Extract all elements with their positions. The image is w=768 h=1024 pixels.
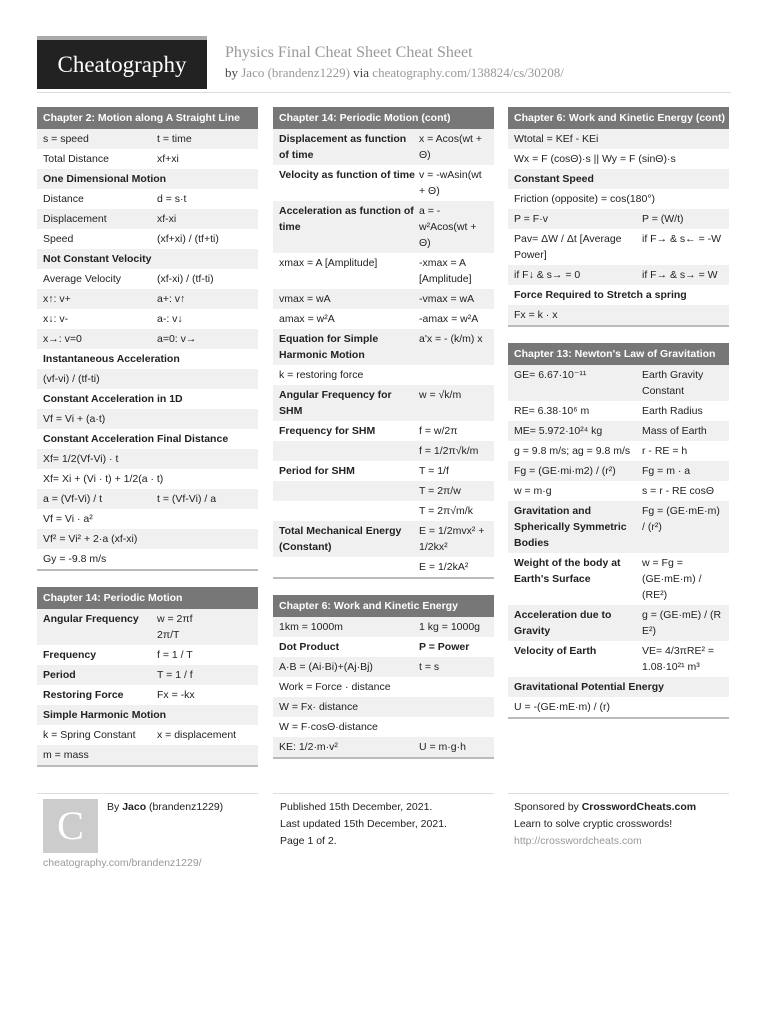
table-row (37, 549, 258, 569)
row-label: ME= 5.972·10²⁴ kg (514, 425, 603, 437)
row-label: Acceleration as function of time (279, 205, 414, 233)
table-row (273, 657, 494, 677)
table-row (508, 285, 729, 305)
row-label: Wx = F (cosΘ)·s || Wy = F (sinΘ)·s (514, 153, 676, 165)
footer-publish-info (280, 799, 447, 850)
row-value: Fg = (GE·mE·m) / (r²) (642, 505, 720, 533)
row-label: xmax = A [Amplitude] (279, 257, 378, 269)
table-row (508, 441, 729, 461)
row-label: x↑: v+ (43, 293, 71, 305)
footer-author-name[interactable]: Jaco (122, 801, 147, 813)
table-row (273, 677, 494, 697)
row-value: f = 1/2π√k/m (419, 445, 479, 457)
column-3 (508, 107, 729, 735)
table-row (37, 209, 258, 229)
row-label: W = Fx· distance (279, 701, 359, 713)
row-value: Fx = -kx (157, 689, 195, 701)
sheet-url[interactable]: cheatography.com/138824/cs/30208/ (372, 65, 564, 80)
table-row (273, 309, 494, 329)
table-row (273, 461, 494, 481)
row-label: Force Required to Stretch a spring (514, 289, 687, 301)
row-label: Instantaneous Acceleration (43, 353, 180, 365)
table-row (37, 609, 258, 645)
row-label: w = m·g (514, 485, 552, 497)
row-label: amax = w²A (279, 313, 335, 325)
row-label: 1km = 1000m (279, 621, 343, 633)
row-value: T = 1/f (419, 465, 449, 477)
row-label: Pav= ΔW / Δt [Average Power] (514, 233, 622, 261)
table-row (273, 737, 494, 757)
table-row (37, 229, 258, 249)
footer-divider-3 (508, 793, 729, 794)
sheet-title: Physics Final Cheat Sheet Cheat Sheet (225, 44, 473, 61)
row-label: Angular Frequency for SHM (279, 389, 392, 417)
row-label: Vf = Vi + (a·t) (43, 413, 106, 425)
footer-divider-1 (37, 793, 258, 794)
table-row (508, 553, 729, 605)
table-row (37, 449, 258, 469)
row-label: x↓: v- (43, 313, 69, 325)
via-label: via (353, 65, 370, 80)
updated-date: Last updated 15th December, 2021. (280, 818, 447, 830)
table-row (37, 725, 258, 745)
table-row (508, 401, 729, 421)
row-label: (vf-vi) / (tf-ti) (43, 373, 100, 385)
row-value: (xf-xi) / (tf-ti) (157, 273, 214, 285)
section-box (273, 595, 494, 759)
table-row (273, 165, 494, 201)
row-label: Gravitation and Spherically Symmetric Bodies (514, 505, 627, 549)
row-label: k = restoring force (279, 369, 364, 381)
sponsor-tagline: Learn to solve cryptic crosswords! (514, 818, 673, 830)
table-row (37, 489, 258, 509)
row-label: s = speed (43, 133, 89, 145)
table-row (37, 289, 258, 309)
row-value: w = √k/m (419, 389, 462, 401)
row-label: KE: 1/2·m·v² (279, 741, 338, 753)
table-row (37, 169, 258, 189)
section-box (508, 107, 729, 327)
page-number: Page 1 of 2. (280, 835, 337, 847)
row-label: Vf² = Vi² + 2·a (xf-xi) (43, 533, 138, 545)
row-label: Gravitational Potential Energy (514, 681, 664, 693)
table-row (37, 705, 258, 725)
table-row (508, 365, 729, 401)
row-label: Acceleration due to Gravity (514, 609, 612, 637)
row-value: s = r - RE cosΘ (642, 485, 715, 497)
table-row (273, 521, 494, 557)
table-row (508, 265, 729, 285)
table-row (508, 209, 729, 229)
table-row (508, 421, 729, 441)
row-value: a'x = - (k/m) x (419, 333, 483, 345)
table-row (37, 249, 258, 269)
table-row (273, 501, 494, 521)
row-label: Frequency (43, 649, 97, 661)
table-row (273, 421, 494, 441)
row-label: One Dimensional Motion (43, 173, 167, 185)
row-label: a = (Vf-Vi) / t (43, 493, 103, 505)
row-value: T = 2π/w (419, 485, 461, 497)
row-value: xf+xi (157, 153, 179, 165)
row-label: GE= 6.67·10⁻¹¹ (514, 369, 587, 381)
footer-divider-2 (273, 793, 494, 794)
row-value: E = 1/2kA² (419, 561, 469, 573)
table-row (273, 129, 494, 165)
table-row (273, 717, 494, 737)
row-label: Dot Product (279, 641, 340, 653)
row-label: g = 9.8 m/s; ag = 9.8 m/s (514, 445, 631, 457)
row-value: w = 2πf 2π/T (157, 613, 193, 641)
table-row (37, 389, 258, 409)
table-row (37, 745, 258, 765)
row-label: Friction (opposite) = cos(180°) (514, 193, 656, 205)
section-title: Chapter 13: Newton's Law of Gravitation (508, 343, 729, 365)
row-label: Constant Acceleration in 1D (43, 393, 183, 405)
table-row (37, 149, 258, 169)
table-row (37, 269, 258, 289)
table-row (508, 305, 729, 325)
table-row (37, 329, 258, 349)
table-row (273, 289, 494, 309)
section-box (37, 587, 258, 767)
row-label: Total Distance (43, 153, 109, 165)
row-label: A·B = (Ai·Bi)+(Aj·Bj) (279, 661, 373, 673)
row-value: U = m·g·h (419, 741, 466, 753)
row-label: Simple Harmonic Motion (43, 709, 167, 721)
table-row (37, 409, 258, 429)
row-label: RE= 6.38·10⁶ m (514, 405, 590, 417)
row-value: (xf+xi) / (tf+ti) (157, 233, 219, 245)
sponsor-name[interactable]: CrosswordCheats.com (581, 801, 697, 813)
row-label: k = Spring Constant (43, 729, 136, 741)
row-label: Frequency for SHM (279, 425, 376, 437)
row-label: Total Mechanical Energy (Constant) (279, 525, 402, 553)
row-label: Average Velocity (43, 273, 122, 285)
row-label (279, 503, 419, 519)
row-label: Equation for Simple Harmonic Motion (279, 333, 379, 361)
table-row (37, 529, 258, 549)
row-label: U = -(GE·mE·m) / (r) (514, 701, 610, 713)
row-label: Period for SHM (279, 465, 355, 477)
section-title: Chapter 2: Motion along A Straight Line (37, 107, 258, 129)
row-value: -vmax = wA (419, 293, 475, 305)
table-row (37, 665, 258, 685)
published-date: Published 15th December, 2021. (280, 801, 433, 813)
row-value: -amax = w²A (419, 313, 479, 325)
site-logo[interactable]: Cheatography (37, 36, 207, 89)
row-value: r - RE = h (642, 445, 688, 457)
row-value: v = -wAsin(wt + Θ) (419, 169, 482, 197)
table-row (508, 461, 729, 481)
row-label: Period (43, 669, 76, 681)
table-row (37, 189, 258, 209)
row-label: Constant Speed (514, 173, 594, 185)
author-link[interactable]: Jaco (brandenz1229) (241, 65, 350, 80)
row-value: g = (GE·mE) / (R E²) (642, 609, 722, 637)
table-row (273, 201, 494, 253)
sheet-header (225, 44, 564, 81)
row-value: -xmax = A [Amplitude] (419, 257, 472, 285)
sheet-byline (225, 65, 564, 81)
table-row (508, 481, 729, 501)
row-value: a-: v↓ (157, 313, 183, 325)
row-value: a=0: v→ (157, 333, 197, 345)
table-row (273, 617, 494, 637)
table-row (273, 637, 494, 657)
row-value: f = w/2π (419, 425, 458, 437)
row-value: T = 1 / f (157, 669, 193, 681)
section-box (37, 107, 258, 571)
row-label: Distance (43, 193, 84, 205)
table-row (37, 685, 258, 705)
row-value: P = Power (419, 641, 470, 653)
table-row (508, 501, 729, 553)
table-row (37, 469, 258, 489)
row-label: W = F·cosΘ·distance (279, 721, 378, 733)
table-row (37, 645, 258, 665)
row-value: x = displacement (157, 729, 237, 741)
row-label (279, 559, 419, 575)
row-label: Velocity of Earth (514, 645, 597, 657)
table-row (273, 697, 494, 717)
row-label (279, 443, 419, 459)
row-value: T = 2π√m/k (419, 505, 473, 517)
row-label: Xf= Xi + (Vi · t) + 1/2(a · t) (43, 473, 164, 485)
row-label: Fx = k · x (514, 309, 558, 321)
table-row (508, 189, 729, 209)
table-row (273, 365, 494, 385)
row-value: x = Acos(wt + Θ) (419, 133, 483, 161)
table-row (508, 229, 729, 265)
section-title: Chapter 6: Work and Kinetic Energy (273, 595, 494, 617)
section-box (508, 343, 729, 719)
table-row (508, 697, 729, 717)
author-avatar: C (43, 799, 98, 853)
row-label: Xf= 1/2(Vf-Vi) · t (43, 453, 119, 465)
table-row (508, 169, 729, 189)
row-value: xf-xi (157, 213, 177, 225)
row-label: Weight of the body at Earth's Surface (514, 557, 621, 585)
row-value: d = s·t (157, 193, 187, 205)
row-label: Speed (43, 233, 74, 245)
footer-author-handle[interactable]: (brandenz1229) (149, 801, 224, 813)
section-title: Chapter 14: Periodic Motion (cont) (273, 107, 494, 129)
table-row (273, 329, 494, 365)
table-row (37, 129, 258, 149)
row-value: E = 1/2mvx² + 1/2kx² (419, 525, 485, 553)
row-value: 1 kg = 1000g (419, 621, 481, 633)
row-label: Displacement as function of time (279, 133, 407, 161)
section-title: Chapter 14: Periodic Motion (37, 587, 258, 609)
table-row (273, 441, 494, 461)
row-label: Velocity as function of time (279, 169, 415, 181)
sponsor-url[interactable]: http://crosswordcheats.com (514, 835, 642, 847)
row-value: VE= 4/3πRE² = 1.08·10²¹ m³ (642, 645, 715, 673)
row-value: a = -w²Acos(wt + Θ) (419, 205, 477, 249)
row-value: f = 1 / T (157, 649, 193, 661)
section-box (273, 107, 494, 579)
table-row (508, 605, 729, 641)
row-value: Earth Radius (642, 405, 703, 417)
row-value: w = Fg = (GE·mE·m) / (RE²) (642, 557, 702, 601)
row-value: Earth Gravity Constant (642, 369, 704, 397)
row-label: Vf = Vi · a² (43, 513, 93, 525)
row-label: Constant Acceleration Final Distance (43, 433, 229, 445)
table-row (508, 677, 729, 697)
footer-author (107, 799, 223, 816)
column-1 (37, 107, 258, 783)
row-label: vmax = wA (279, 293, 331, 305)
table-row (273, 557, 494, 577)
table-row (37, 369, 258, 389)
row-value: t = time (157, 133, 192, 145)
row-value: if F→ & s→ = W (642, 269, 718, 281)
header-divider (37, 92, 731, 93)
footer-author-url[interactable]: cheatography.com/brandenz1229/ (43, 857, 202, 869)
column-2 (273, 107, 494, 775)
by-label: by (225, 65, 238, 80)
row-value: P = (W/t) (642, 213, 684, 225)
row-value: Fg = m · a (642, 465, 691, 477)
row-label: m = mass (43, 749, 89, 761)
table-row (37, 309, 258, 329)
table-row (37, 509, 258, 529)
row-label: Restoring Force (43, 689, 124, 701)
row-label (279, 483, 419, 499)
row-value: t = s (419, 661, 440, 673)
row-label: Displacement (43, 213, 107, 225)
row-label: Fg = (GE·mi·m2) / (r²) (514, 465, 616, 477)
row-label: if F↓ & s→ = 0 (514, 269, 581, 281)
row-label: x→: v=0 (43, 333, 82, 345)
table-row (273, 253, 494, 289)
table-row (273, 481, 494, 501)
row-label: Angular Frequency (43, 613, 139, 625)
table-row (508, 641, 729, 677)
footer-by-label: By (107, 801, 120, 813)
row-label: Gy = -9.8 m/s (43, 553, 107, 565)
table-row (508, 129, 729, 149)
sponsored-label: Sponsored by (514, 801, 579, 813)
table-row (273, 385, 494, 421)
table-row (37, 429, 258, 449)
row-label: Not Constant Velocity (43, 253, 152, 265)
footer-sponsor (514, 799, 696, 850)
row-value: a+: v↑ (157, 293, 186, 305)
section-title: Chapter 6: Work and Kinetic Energy (cont) (508, 107, 729, 129)
table-row (37, 349, 258, 369)
row-label: P = F·v (514, 213, 548, 225)
row-value: Mass of Earth (642, 425, 707, 437)
table-row (508, 149, 729, 169)
row-value: t = (Vf-Vi) / a (157, 493, 217, 505)
row-label: Work = Force · distance (279, 681, 391, 693)
row-label: Wtotal = KEf - KEi (514, 133, 599, 145)
row-value: if F→ & s← = -W (642, 233, 722, 245)
